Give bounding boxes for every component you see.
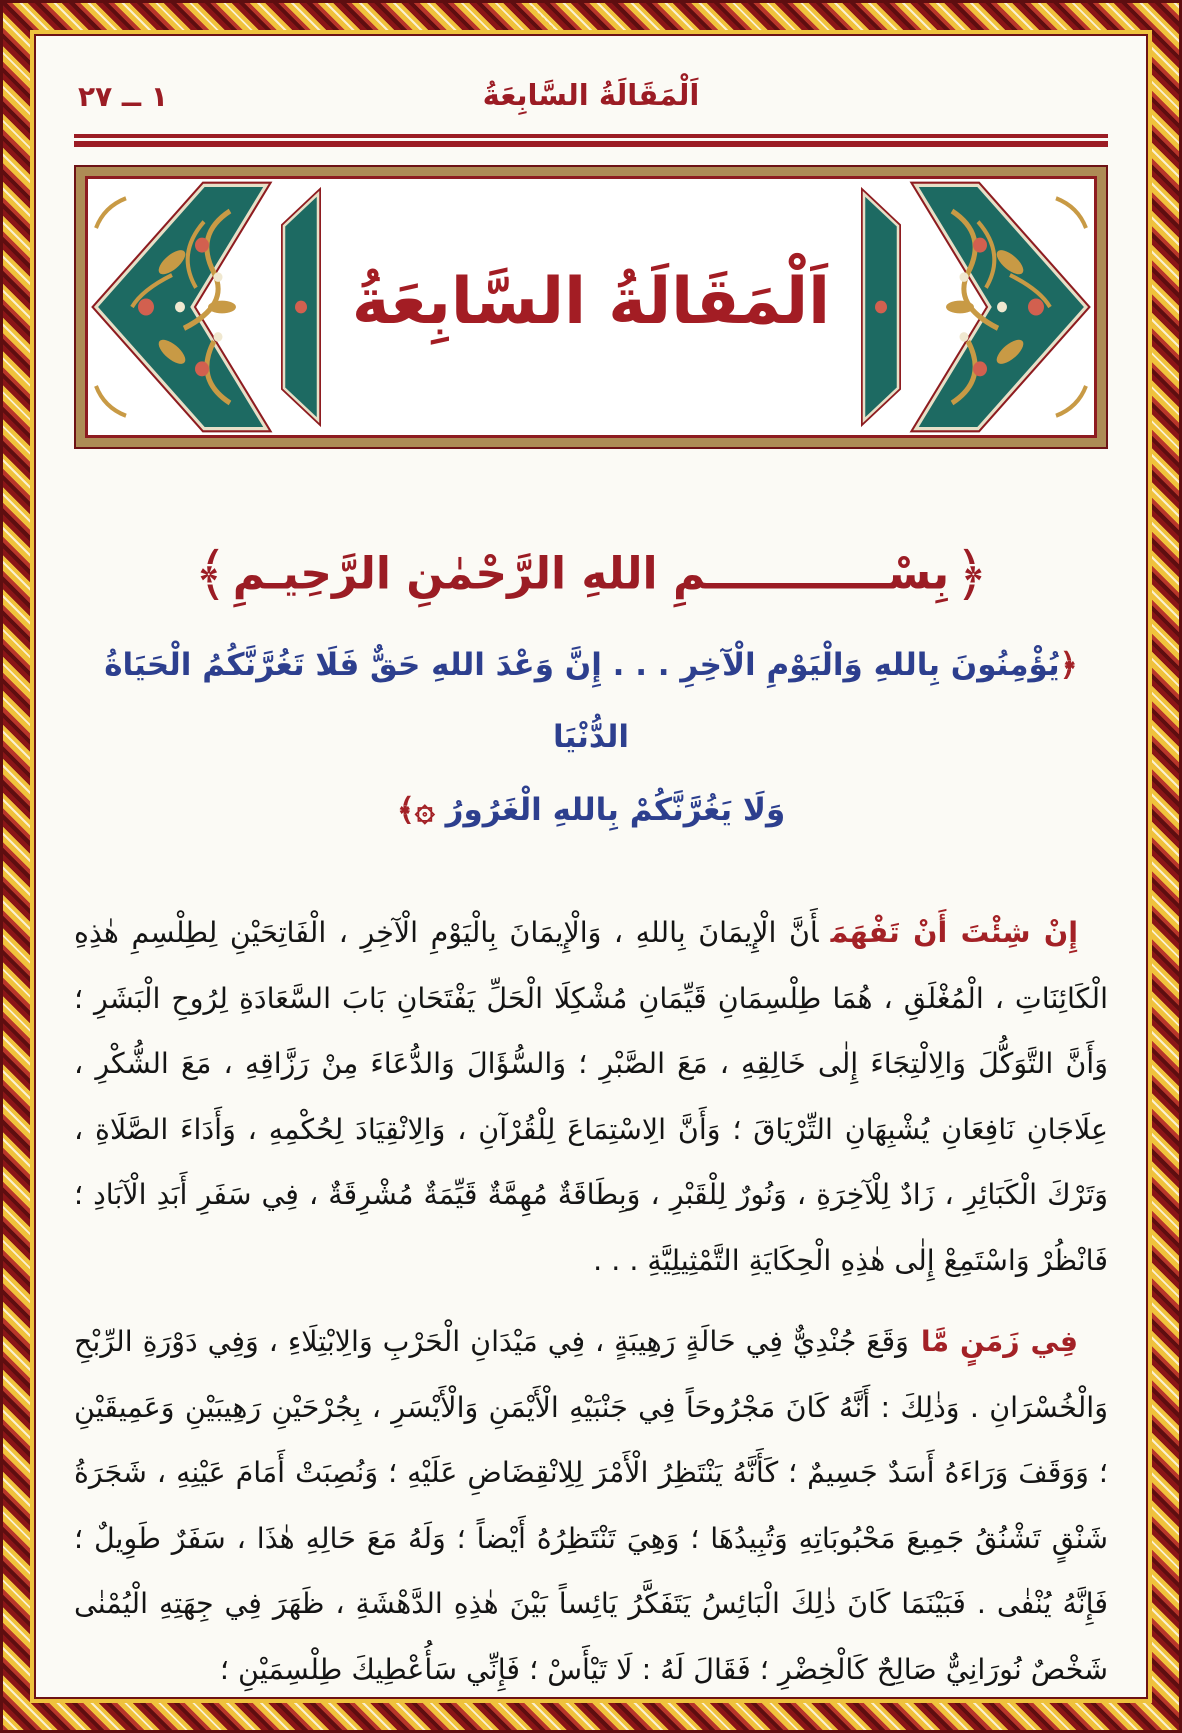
header-rule — [74, 134, 1108, 147]
verse-open-bracket-icon: ﴿ — [1059, 647, 1078, 683]
verse-line-2 — [74, 773, 1108, 846]
chapter-title: اَلْمَقَالَةُ السَّابِعَةُ — [351, 265, 831, 339]
ornamental-bracket-open-icon: ﴿ — [954, 540, 989, 608]
paragraph-2-text: وَقَعَ جُنْدِيٌّ فِي حَالَةٍ رَهِيبَةٍ ، فِي مَيْدَانِ الْحَرْبِ وَالِابْتِلَاءِ ، وَفِي دَوْرَةِ الرِّبْحِ وَالْخُسْرَانِ . وَذٰلِكَ : أَنَّهُ كَانَ مَجْرُوحَاً فِي جَنْبَيْهِ الْأَيْمَنِ وَالْأَيْسَرِ ، بِجُرْحَيْنِ رَهِيبَيْنِ وَعَمِيقَيْنِ ؛ وَوَقَفَ وَرَاءَهُ أَسَدٌ جَسِيمٌ ؛ كَأَنَّهُ يَنْتَظِرُ الْأَمْرَ لِلِانْقِضَاضِ عَلَيْهِ ؛ وَنُصِبَتْ أَمَامَ عَيْنِهِ ، شَجَرَةُ شَنْقٍ تَشْنُقُ جَمِيعَ مَحْبُوبَاتِهِ وَتُبِيدُهَا ؛ وَهِيَ تَنْتَظِرُهُ أَيْضاً ؛ وَلَهُ مَعَ حَالِهِ هٰذَا ، سَفَرٌ طَوِيلٌ ؛ فَإِنَّهُ يُنْفٰى . فَبَيْنَمَا كَانَ ذٰلِكَ الْبَائِسُ يَتَفَكَّرُ يَائِساً بَيْنَ هٰذِهِ الدَّهْشَةِ ، ظَهَرَ فِي جِهَتِهِ الْيُمْنٰى شَخْصٌ نُورَانِيٌّ صَالِحٌ كَالْخِضْرِ ؛ فَقَالَ لَهُ : لَا تَيْأَسْ ؛ فَإِنِّي سَأُعْطِيكَ طِلْسِمَيْنِ ؛ — [74, 1325, 1108, 1687]
verse-text-1: يُؤْمِنُونَ بِاللهِ وَالْيَوْمِ الْآخِرِ . . . إِنَّ وَعْدَ اللهِ حَقٌّ فَلَا تَغُرَّنَّكُمُ الْحَيَاةُ الدُّنْيَا — [104, 647, 1060, 755]
page-content — [36, 36, 1146, 1697]
basmala-text: بِسْــــــــــــمِ اللهِ الرَّحْمٰنِ الرَّحِيـمِ — [232, 548, 950, 600]
paragraph-1-text: أَنَّ الْإِيمَانَ بِاللهِ ، وَالْإِيمَانَ بِالْيَوْمِ الْآخِرِ ، الْفَاتِحَيْنِ لِطِلْسِمِ هٰذِهِ الْكَائِنَاتِ ، الْمُغْلَقِ ، هُمَا طِلْسِمَانِ قَيِّمَانِ مُشْكِلَا الْحَلِّ يَفْتَحَانِ بَابَ السَّعَادَةِ لِرُوحِ الْبَشَرِ ؛ وَأَنَّ التَّوَكُّلَ وَالِالْتِجَاءَ إِلٰى خَالِقِهِ ، مَعَ الصَّبْرِ ؛ وَالسُّؤَالَ وَالدُّعَاءَ مِنْ رَزَّاقِهِ ، مَعَ الشُّكْرِ ، عِلَاجَانِ نَافِعَانِ يُشْبِهَانِ التِّرْيَاقَ ؛ وَأَنَّ الِاسْتِمَاعَ لِلْقُرْآنِ ، وَالِانْقِيَادَ لِحُكْمِهِ ، وَأَدَاءَ الصَّلَاةِ ، وَتَرْكَ الْكَبَائِرِ ، زَادٌ لِلْآخِرَةِ ، وَنُورٌ لِلْقَبْرِ ، وَبِطَاقَةٌ مُهِمَّةٌ قَيِّمَةٌ مُشْرِقَةٌ ، فِي سَفَرِ أَبَدِ الْآبَادِ ؛ فَانْظُرْ وَاسْتَمِعْ إِلٰى هٰذِهِ الْحِكَايَةِ التَّمْثِيلِيَّةِ . . . — [74, 916, 1108, 1277]
chapter-ornament-gold-band — [76, 167, 1106, 447]
inner-border-line — [34, 34, 1148, 1699]
chapter-ornament-inner — [85, 176, 1097, 438]
verse-line-1 — [74, 629, 1108, 773]
chapter-ornament-frame — [74, 165, 1108, 449]
verse-text-2: وَلَا يَغُرَّنَّكُمْ بِاللهِ الْغَرُورُ — [445, 792, 786, 828]
running-title: اَلْمَقَالَةُ السَّابِعَةُ — [482, 78, 700, 112]
paragraph-1-lead: إِنْ شِئْتَ أَنْ تَفْهَمَ — [830, 916, 1078, 949]
paragraph-2-lead: فِي زَمَنٍ مَّا — [920, 1325, 1078, 1359]
page-number: ١ ــ ٢٧ — [78, 80, 168, 113]
body-paragraph-1 — [74, 900, 1108, 1293]
arabesque-panel-right-icon — [88, 179, 322, 435]
quran-verse — [74, 629, 1108, 846]
arabesque-panel-left-icon — [860, 179, 1094, 435]
basmala — [74, 540, 1108, 608]
verse-rosette-icon: ۞ — [414, 789, 435, 829]
ornamental-bracket-close-icon: ﴾ — [193, 540, 228, 608]
body-paragraph-2 — [74, 1309, 1108, 1697]
inner-gold-border — [30, 30, 1152, 1703]
verse-close-bracket-icon: ﴾ — [396, 792, 415, 828]
page-header — [74, 78, 1108, 122]
